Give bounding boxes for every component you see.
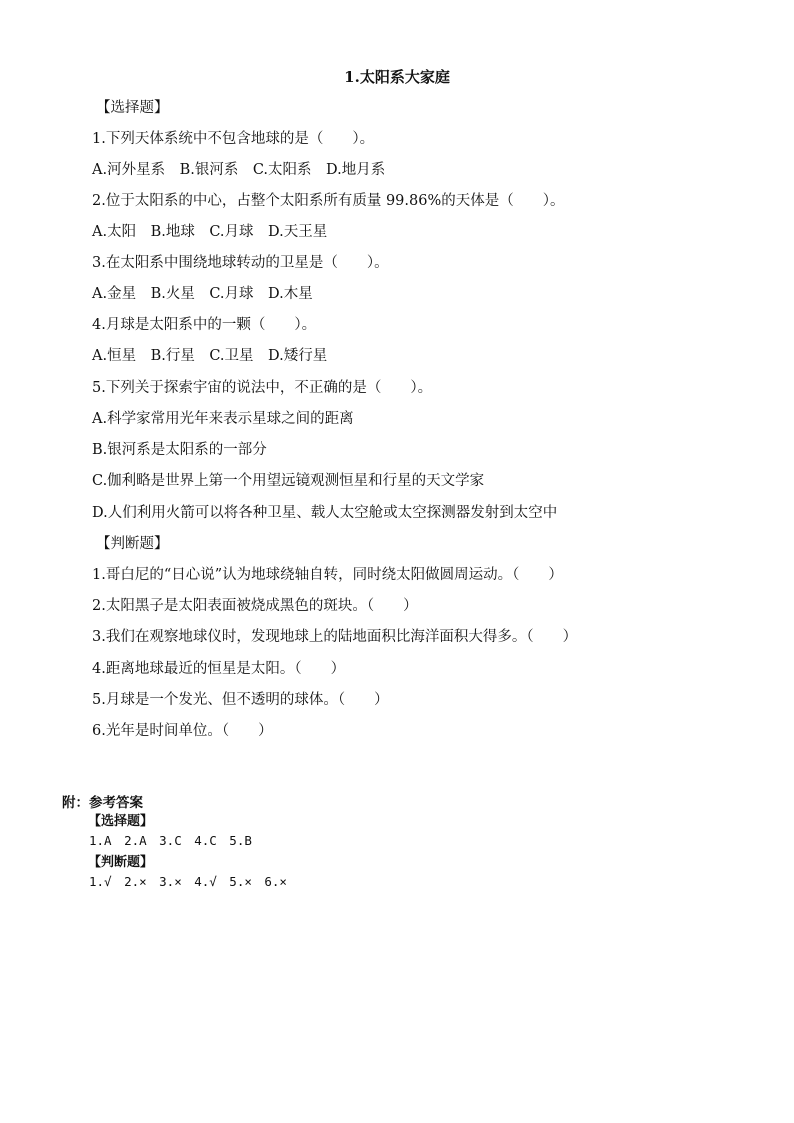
answer-section-judge: 【判断题】	[88, 855, 154, 870]
page-title: 1.太阳系大家庭	[344, 68, 450, 86]
choice-line: A.科学家常用光年来表示星球之间的距离	[92, 411, 354, 427]
judge-line: 2.太阳黑子是太阳表面被烧成黑色的斑块。（ ）	[92, 598, 418, 614]
answer-section-choice: 【选择题】	[88, 814, 154, 829]
choice-line: D.人们利用火箭可以将各种卫星、载人太空舱或太空探测器发射到太空中	[92, 505, 558, 521]
judge-line: 1.哥白尼的“日心说”认为地球绕轴自转，同时绕太阳做圆周运动。（ ）	[92, 567, 563, 583]
choice-line: A.金星 B.火星 C.月球 D.木星	[92, 286, 313, 302]
answer-line-judge: 1.√ 2.× 3.× 4.√ 5.× 6.×	[89, 874, 287, 889]
judge-line: 6.光年是时间单位。（ ）	[92, 723, 273, 739]
judge-line: 3.我们在观察地球仪时，发现地球上的陆地面积比海洋面积大得多。（ ）	[92, 629, 578, 645]
choice-line: A.恒星 B.行星 C.卫星 D.矮行星	[92, 348, 328, 364]
judge-line: 5.月球是一个发光、但不透明的球体。（ ）	[92, 692, 389, 708]
choice-line: A.太阳 B.地球 C.月球 D.天王星	[92, 224, 328, 240]
answer-line-choice: 1.A 2.A 3.C 4.C 5.B	[89, 833, 252, 848]
choice-line: 1.下列天体系统中不包含地球的是（ ）。	[92, 131, 375, 147]
choice-line: B.银河系是太阳系的一部分	[92, 442, 267, 458]
choice-line: 3.在太阳系中围绕地球转动的卫星是（ ）。	[92, 255, 389, 271]
choice-line: 2.位于太阳系的中心，占整个太阳系所有质量 99.86%的天体是（ ）。	[92, 193, 565, 209]
section-heading-choice: 【选择题】	[96, 100, 169, 116]
choice-line: 4.月球是太阳系中的一颗（ ）。	[92, 317, 317, 333]
choice-line: A.河外星系 B.银河系 C.太阳系 D.地月系	[92, 162, 386, 178]
judge-line: 4.距离地球最近的恒星是太阳。（ ）	[92, 661, 346, 677]
choice-line: 5.下列关于探索宇宙的说法中，不正确的是（ ）。	[92, 380, 433, 396]
section-heading-judge: 【判断题】	[96, 536, 169, 552]
choice-line: C.伽利略是世界上第一个用望远镜观测恒星和行星的天文学家	[92, 473, 485, 489]
answer-key-title: 附：参考答案	[62, 795, 143, 811]
